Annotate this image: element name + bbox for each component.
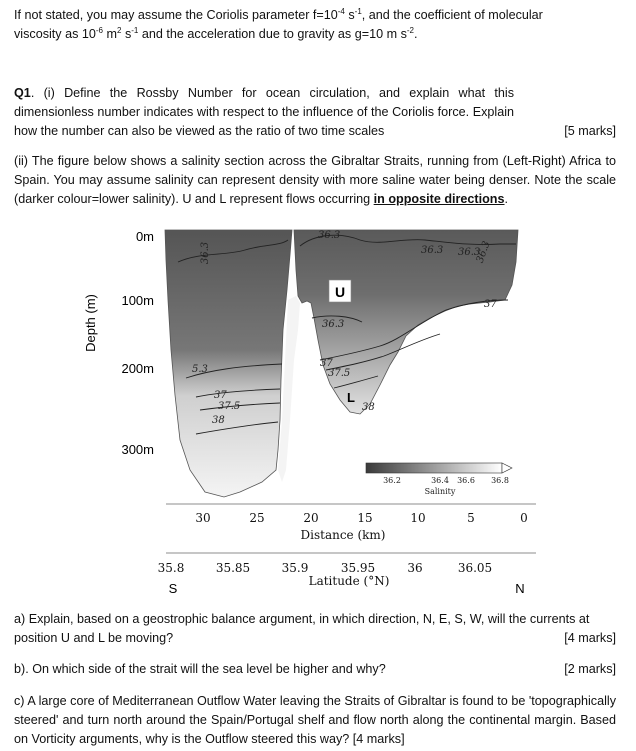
colorbar-label: Salinity bbox=[424, 487, 456, 496]
contour-label: 36.3 bbox=[458, 247, 481, 258]
distance-tick: 30 bbox=[195, 511, 211, 525]
distance-tick: 5 bbox=[467, 511, 475, 525]
contour-label: 36.3 bbox=[421, 245, 444, 256]
depth-tick-300: 300m bbox=[121, 442, 154, 457]
question-a: a) Explain, based on a geostrophic balance argument, in which direction, N, E, S, W, will the currents at position U and L be moving? bbox=[14, 612, 590, 645]
intro-line-2: viscosity as $10^{-6}$ $m^2$ $s^{-1}$ and the acceleration due to gravity as g=10 m $s^{-2}$. bbox=[14, 25, 418, 41]
q1-part-ii: (ii) The figure below shows a salinity section across the Gibraltar Straits, running from (Left-Right) Africa to Spain. You may assume salinity can represent density with more saline water being denser. Note the scale (darker colour=lower salinity). U and L represent flows occurring in opposite directions. bbox=[14, 154, 616, 206]
distance-tick: 20 bbox=[303, 511, 319, 525]
question-b: b). On which side of the strait will the sea level be higher and why? [2 marks] bbox=[14, 660, 616, 679]
left-basin-shading bbox=[165, 230, 292, 497]
north-label: N bbox=[515, 581, 525, 596]
latitude-tick: 35.95 bbox=[340, 561, 376, 575]
distance-axis-label: Distance (km) bbox=[300, 528, 386, 542]
question-b-marks: [2 marks] bbox=[564, 662, 616, 676]
distance-tick: 10 bbox=[410, 511, 426, 525]
emphasis-opposite-directions: in opposite directions bbox=[373, 192, 505, 206]
question-c: c) A large core of Mediterranean Outflow Water leaving the Straits of Gibraltar is found to be 'topographically steered' and turn north around the Spain/Portugal shelf and flow north along the continental margin. Based on Vorticity arguments, why is the Outflow steered this way? [4 marks] bbox=[14, 694, 616, 746]
distance-tick: 25 bbox=[249, 511, 265, 525]
contour-label: 5.3 bbox=[192, 364, 208, 375]
latitude-tick: 36 bbox=[407, 561, 423, 575]
contour-label: 38 bbox=[362, 402, 375, 413]
colorbar-tick: 36.6 bbox=[457, 476, 475, 485]
intro-line-1: If not stated, you may assume the Coriolis parameter $f=10^{-4}$ $s^{-1}$, and the coefficient of molecular bbox=[14, 6, 543, 22]
contour-label: 36.3 bbox=[322, 319, 345, 330]
latitude-tick: 35.85 bbox=[215, 561, 251, 575]
latitude-tick: 36.05 bbox=[457, 561, 493, 575]
depth-tick-100: 100m bbox=[121, 293, 154, 308]
depth-tick-200: 200m bbox=[121, 361, 154, 376]
colorbar-tick: 36.4 bbox=[431, 476, 449, 485]
distance-tick: 0 bbox=[520, 511, 528, 525]
depth-axis-label: Depth (m) bbox=[83, 294, 98, 352]
latitude-axis-label: Latitude (°N) bbox=[308, 574, 390, 588]
depth-tick-0: 0m bbox=[135, 229, 154, 244]
flow-u-label: U bbox=[334, 284, 346, 300]
q1-part-i-marks-row bbox=[14, 122, 616, 141]
q1-part-i-marks: [5 marks] bbox=[564, 124, 616, 138]
latitude-tick: 35.9 bbox=[281, 561, 309, 575]
contour-label: 37 bbox=[214, 390, 227, 401]
contour-label: 38 bbox=[212, 415, 225, 426]
south-label: S bbox=[168, 581, 178, 596]
colorbar bbox=[366, 463, 502, 473]
colorbar-tick: 36.8 bbox=[491, 476, 509, 485]
distance-tick: 15 bbox=[357, 511, 373, 525]
contour-label: 37.5 bbox=[218, 401, 241, 412]
contour-label: 37 bbox=[484, 299, 497, 310]
salinity-section-figure bbox=[0, 222, 636, 598]
contour-label: 36.3 bbox=[474, 239, 493, 265]
contour-label: 36.3 bbox=[318, 230, 341, 241]
question-a-marks: [4 marks] bbox=[564, 631, 616, 645]
colorbar-arrow bbox=[502, 463, 512, 473]
contour-label: 36.3 bbox=[200, 241, 211, 265]
latitude-tick: 35.8 bbox=[157, 561, 185, 575]
contour-label: 37 bbox=[320, 358, 333, 369]
colorbar-tick: 36.2 bbox=[383, 476, 401, 485]
question-a-marks-row bbox=[14, 629, 616, 648]
contour-label: 37.5 bbox=[328, 368, 351, 379]
q1-part-i: Q1. (i) Define the Rossby Number for ocean circulation, and explain what this dimensionless number indicates with respect to the influence of the Coriolis force. Explain how the number can also be viewed as the ratio of two time scales bbox=[14, 86, 514, 138]
flow-l-label: L bbox=[347, 390, 355, 405]
